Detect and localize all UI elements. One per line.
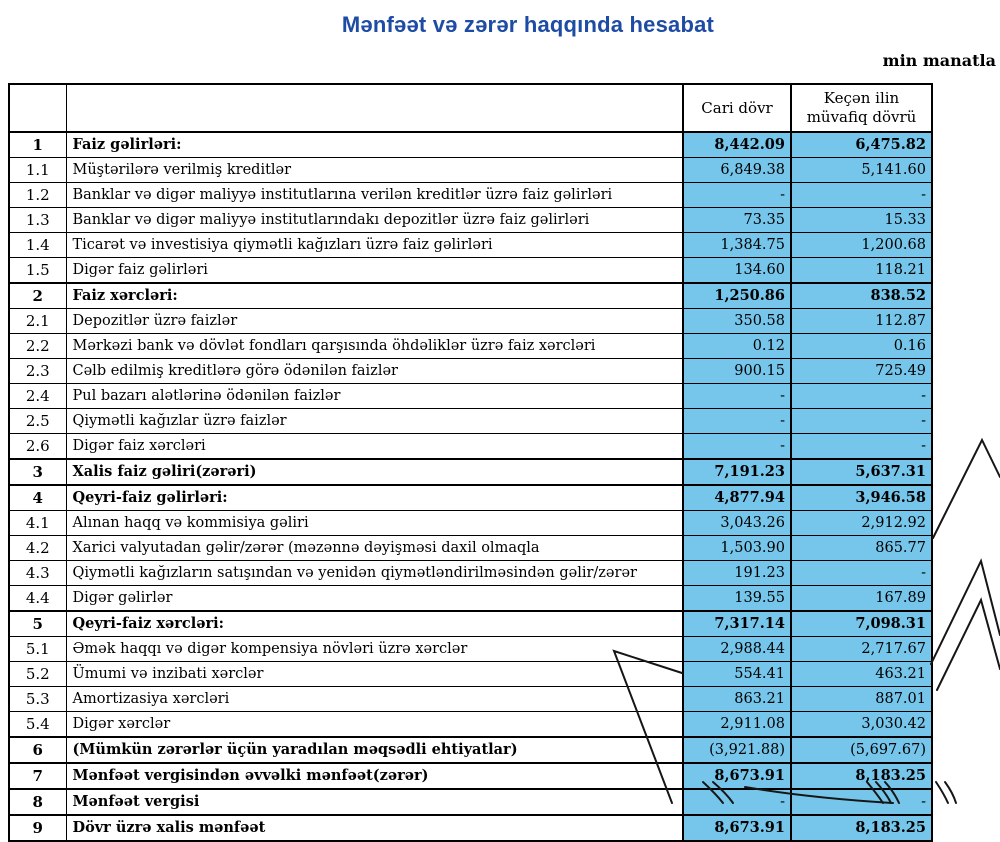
row-current-value: 8,673.91 <box>683 763 791 789</box>
row-previous-value: 463.21 <box>791 662 932 687</box>
row-label: Banklar və digər maliyyə institutlarındakı depozitlər üzrə faiz gəlirləri <box>66 208 683 233</box>
row-number: 1.5 <box>9 258 66 284</box>
scribble-tail-line <box>945 782 956 803</box>
row-label: Amortizasiya xərcləri <box>66 687 683 712</box>
scribble-peak-line <box>937 600 1000 690</box>
table-header <box>9 84 932 132</box>
row-number: 6 <box>9 737 66 763</box>
header-previous-line1: Keçən ilin <box>823 89 900 108</box>
row-previous-value: - <box>791 434 932 460</box>
row-current-value: 7,317.14 <box>683 611 791 637</box>
scribble-peak-line <box>931 561 1000 664</box>
row-previous-value: 2,717.67 <box>791 637 932 662</box>
header-previous-period <box>791 84 932 132</box>
row-number: 2.4 <box>9 384 66 409</box>
table-row <box>9 561 932 586</box>
row-label: Digər faiz xərcləri <box>66 434 683 460</box>
row-number: 4.1 <box>9 511 66 536</box>
row-number: 2.6 <box>9 434 66 460</box>
header-row <box>9 84 932 132</box>
unit-note: min manatla <box>882 51 996 70</box>
row-number: 4.4 <box>9 586 66 612</box>
row-current-value: 191.23 <box>683 561 791 586</box>
row-label: Ticarət və investisiya qiymətli kağızları üzrə faiz gəlirləri <box>66 233 683 258</box>
row-label: Dövr üzrə xalis mənfəət <box>66 815 683 841</box>
row-current-value: - <box>683 789 791 815</box>
row-previous-value: 865.77 <box>791 536 932 561</box>
row-previous-value: 0.16 <box>791 334 932 359</box>
row-number: 8 <box>9 789 66 815</box>
row-current-value: (3,921.88) <box>683 737 791 763</box>
table-row <box>9 737 932 763</box>
table-row <box>9 611 932 637</box>
table-row <box>9 233 932 258</box>
row-previous-value: 6,475.82 <box>791 132 932 158</box>
row-number: 1 <box>9 132 66 158</box>
row-current-value: 3,043.26 <box>683 511 791 536</box>
header-current-period: Cari dövr <box>683 84 791 132</box>
row-label: Qeyri-faiz xərcləri: <box>66 611 683 637</box>
row-label: Banklar və digər maliyyə institutlarına verilən kreditlər üzrə faiz gəlirləri <box>66 183 683 208</box>
row-number: 3 <box>9 459 66 485</box>
table-row <box>9 662 932 687</box>
table-row <box>9 359 932 384</box>
row-current-value: - <box>683 183 791 208</box>
row-previous-value: 3,946.58 <box>791 485 932 511</box>
row-number: 5.2 <box>9 662 66 687</box>
table-row <box>9 334 932 359</box>
row-previous-value: - <box>791 183 932 208</box>
table-row <box>9 485 932 511</box>
row-number: 5.1 <box>9 637 66 662</box>
row-current-value: - <box>683 409 791 434</box>
table-row <box>9 687 932 712</box>
row-label: Digər xərclər <box>66 712 683 738</box>
table-row <box>9 283 932 309</box>
row-label: Xarici valyutadan gəlir/zərər (məzənnə dəyişməsi daxil olmaqla <box>66 536 683 561</box>
row-number: 2.5 <box>9 409 66 434</box>
table-row <box>9 536 932 561</box>
pnl-table <box>8 83 933 842</box>
table-row <box>9 208 932 233</box>
row-current-value: 8,673.91 <box>683 815 791 841</box>
table-row <box>9 183 932 208</box>
row-previous-value: - <box>791 409 932 434</box>
row-current-value: 863.21 <box>683 687 791 712</box>
table-row <box>9 712 932 738</box>
table-body <box>9 132 932 841</box>
row-current-value: 554.41 <box>683 662 791 687</box>
table-row <box>9 637 932 662</box>
row-number: 2.3 <box>9 359 66 384</box>
row-current-value: 2,911.08 <box>683 712 791 738</box>
row-number: 4.3 <box>9 561 66 586</box>
row-number: 7 <box>9 763 66 789</box>
row-previous-value: 838.52 <box>791 283 932 309</box>
row-label: Depozitlər üzrə faizlər <box>66 309 683 334</box>
row-label: Pul bazarı alətlərinə ödənilən faizlər <box>66 384 683 409</box>
row-previous-value: 725.49 <box>791 359 932 384</box>
row-current-value: 6,849.38 <box>683 158 791 183</box>
row-previous-value: 5,637.31 <box>791 459 932 485</box>
table-row <box>9 132 932 158</box>
row-label: Digər faiz gəlirləri <box>66 258 683 284</box>
row-label: Qiymətli kağızlar üzrə faizlər <box>66 409 683 434</box>
table-row <box>9 789 932 815</box>
row-number: 1.4 <box>9 233 66 258</box>
row-previous-value: 5,141.60 <box>791 158 932 183</box>
row-previous-value: 112.87 <box>791 309 932 334</box>
row-number: 5.4 <box>9 712 66 738</box>
row-label: Əmək haqqı və digər kompensiya növləri üzrə xərclər <box>66 637 683 662</box>
row-label: Xalis faiz gəliri(zərəri) <box>66 459 683 485</box>
row-number: 4 <box>9 485 66 511</box>
table-row <box>9 309 932 334</box>
table-row <box>9 763 932 789</box>
row-current-value: 73.35 <box>683 208 791 233</box>
scribble-tail-line <box>936 782 948 803</box>
row-label: Mənfəət vergisi <box>66 789 683 815</box>
row-current-value: 350.58 <box>683 309 791 334</box>
row-label: Cəlb edilmiş kreditlərə görə ödənilən faizlər <box>66 359 683 384</box>
row-label: Mənfəət vergisindən əvvəlki mənfəət(zərər) <box>66 763 683 789</box>
row-current-value: 4,877.94 <box>683 485 791 511</box>
row-number: 5 <box>9 611 66 637</box>
page-title: Mənfəət və zərər haqqında hesabat <box>341 12 715 37</box>
row-previous-value: 3,030.42 <box>791 712 932 738</box>
row-current-value: 134.60 <box>683 258 791 284</box>
row-previous-value: - <box>791 384 932 409</box>
row-number: 2.1 <box>9 309 66 334</box>
row-label: (Mümkün zərərlər üçün yaradılan məqsədli ehtiyatlar) <box>66 737 683 763</box>
table-row <box>9 511 932 536</box>
row-current-value: 139.55 <box>683 586 791 612</box>
header-previous-line2: müvafiq dövrü <box>806 108 917 126</box>
row-number: 1.1 <box>9 158 66 183</box>
row-label: Digər gəlirlər <box>66 586 683 612</box>
row-previous-value: - <box>791 789 932 815</box>
row-previous-value: 1,200.68 <box>791 233 932 258</box>
row-current-value: 0.12 <box>683 334 791 359</box>
row-previous-value: - <box>791 561 932 586</box>
row-previous-value: 7,098.31 <box>791 611 932 637</box>
row-label: Ümumi və inzibati xərclər <box>66 662 683 687</box>
row-number: 1.2 <box>9 183 66 208</box>
row-number: 5.3 <box>9 687 66 712</box>
row-current-value: 1,250.86 <box>683 283 791 309</box>
row-label: Faiz xərcləri: <box>66 283 683 309</box>
row-number: 2.2 <box>9 334 66 359</box>
table-row <box>9 459 932 485</box>
row-previous-value: 118.21 <box>791 258 932 284</box>
row-previous-value: 887.01 <box>791 687 932 712</box>
row-label: Faiz gəlirləri: <box>66 132 683 158</box>
row-label: Qeyri-faiz gəlirləri: <box>66 485 683 511</box>
table-row <box>9 815 932 841</box>
row-previous-value: (5,697.67) <box>791 737 932 763</box>
row-number: 4.2 <box>9 536 66 561</box>
table-row <box>9 586 932 612</box>
table-row <box>9 258 932 284</box>
header-number-cell <box>9 84 66 132</box>
row-number: 9 <box>9 815 66 841</box>
scribble-peak-line <box>933 440 1000 538</box>
header-label-cell <box>66 84 683 132</box>
table-row <box>9 409 932 434</box>
row-label: Alınan haqq və kommisiya gəliri <box>66 511 683 536</box>
table-row <box>9 158 932 183</box>
row-number: 1.3 <box>9 208 66 233</box>
row-current-value: - <box>683 384 791 409</box>
row-label: Mərkəzi bank və dövlət fondları qarşısında öhdəliklər üzrə faiz xərcləri <box>66 334 683 359</box>
row-previous-value: 8,183.25 <box>791 815 932 841</box>
row-previous-value: 167.89 <box>791 586 932 612</box>
row-current-value: 8,442.09 <box>683 132 791 158</box>
row-number: 2 <box>9 283 66 309</box>
row-current-value: 7,191.23 <box>683 459 791 485</box>
row-label: Müştərilərə verilmiş kreditlər <box>66 158 683 183</box>
table-row <box>9 384 932 409</box>
row-current-value: 1,384.75 <box>683 233 791 258</box>
row-current-value: 1,503.90 <box>683 536 791 561</box>
row-current-value: 900.15 <box>683 359 791 384</box>
row-previous-value: 2,912.92 <box>791 511 932 536</box>
row-current-value: - <box>683 434 791 460</box>
row-previous-value: 15.33 <box>791 208 932 233</box>
row-label: Qiymətli kağızların satışından və yenidən qiymətləndirilməsindən gəlir/zərər <box>66 561 683 586</box>
row-current-value: 2,988.44 <box>683 637 791 662</box>
table-row <box>9 434 932 460</box>
row-previous-value: 8,183.25 <box>791 763 932 789</box>
